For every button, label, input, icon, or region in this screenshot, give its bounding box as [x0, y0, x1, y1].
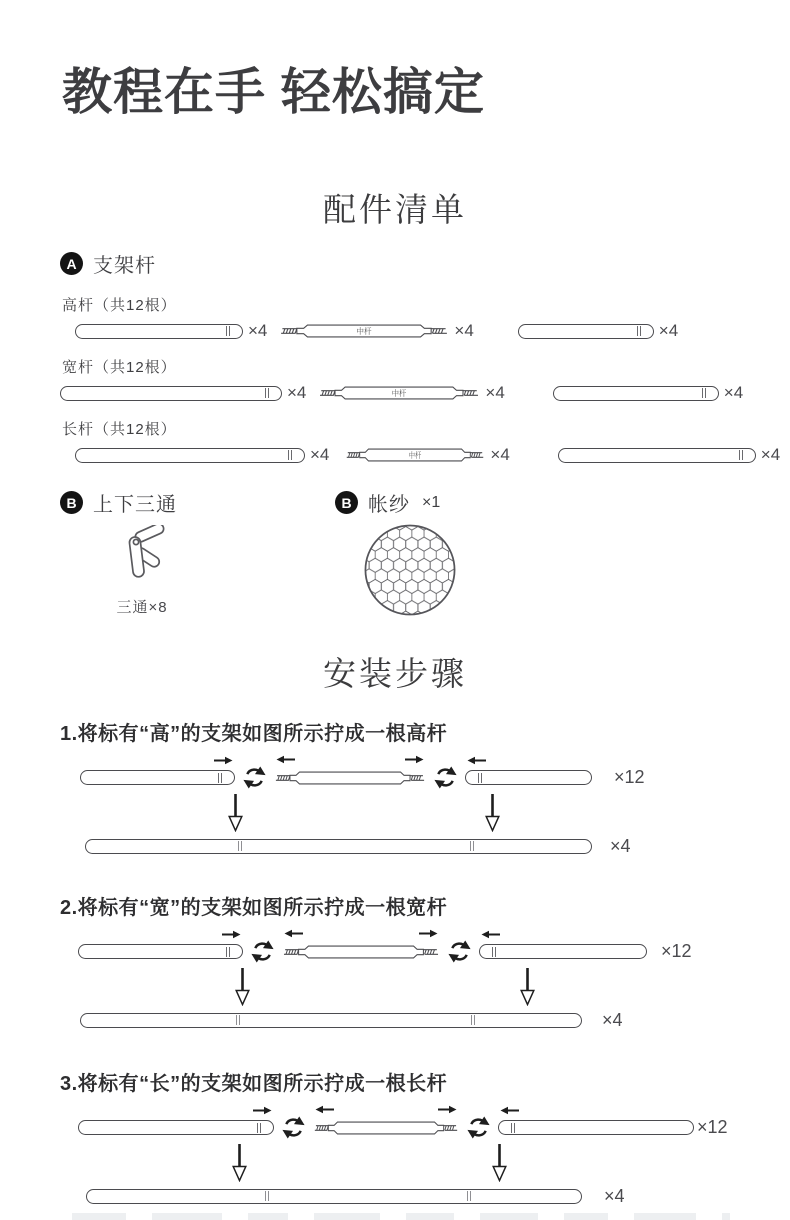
qty-label: ×4 — [658, 321, 679, 340]
net-illustration — [363, 523, 457, 622]
three-way-connector-icon — [110, 525, 176, 591]
down-arrow-icon — [520, 968, 535, 1006]
end-pole-illustration — [80, 770, 235, 785]
middle-pole-illustration — [279, 322, 449, 340]
badge-a: A — [60, 252, 83, 275]
joint-mark — [702, 388, 706, 398]
joint-mark — [218, 773, 222, 783]
rotate-arrows-icon — [281, 1114, 306, 1141]
long-pole-label: 长杆（共12根） — [62, 421, 177, 438]
step-1-text: 1.将标有“高”的支架如图所示拧成一根高杆 — [60, 723, 448, 745]
push-arrow-right-icon — [253, 1106, 272, 1115]
step-3-diagram — [60, 1096, 760, 1205]
push-arrow-right-icon — [419, 929, 438, 938]
net-qty: ×1 — [422, 493, 441, 511]
rotate-arrows-icon — [250, 938, 275, 965]
honeycomb-net-icon — [363, 523, 457, 617]
push-arrow-left-icon — [276, 755, 295, 764]
joint-mark — [236, 1015, 240, 1025]
connector-caption: 三通×8 — [116, 599, 168, 616]
end-pole-illustration — [498, 1120, 694, 1135]
end-pole-illustration — [60, 386, 282, 401]
step-2-result-row — [60, 1011, 760, 1029]
rotate-arrows-icon — [433, 764, 458, 791]
step-1-top-row — [60, 746, 760, 791]
down-arrow-icon — [485, 794, 500, 832]
page-title: 教程在手 轻松搞定 — [62, 64, 485, 120]
joint-mark — [265, 1191, 269, 1201]
step-1-diagram — [60, 746, 760, 855]
step-2-arrows-row — [60, 965, 760, 1011]
joint-mark — [257, 1123, 261, 1133]
end-pole-illustration — [518, 324, 654, 339]
badge-b: B — [60, 491, 83, 514]
qty-label: ×4 — [310, 445, 330, 464]
step-3-arrows-row — [60, 1141, 760, 1187]
middle-pole-with-arrows — [282, 943, 440, 961]
qty-label: ×4 — [490, 445, 510, 464]
joint-mark — [265, 388, 269, 398]
middle-pole-text: 中杆 — [392, 388, 407, 398]
qty-label: ×4 — [248, 321, 268, 340]
end-pole-illustration — [75, 448, 305, 463]
step-2-top-row — [60, 920, 760, 965]
b-section — [60, 488, 790, 622]
push-arrow-left-icon — [467, 756, 486, 765]
long-pole-row — [75, 446, 790, 464]
connector-title: 上下三通 — [93, 494, 177, 516]
tall-pole-label: 高杆（共12根） — [62, 297, 177, 314]
step-1-arrows-row — [60, 791, 760, 837]
qty-label: ×12 — [697, 1117, 728, 1137]
cropped-text-remnant — [72, 1213, 730, 1220]
assembled-pole-illustration — [80, 1013, 582, 1028]
push-arrow-right-icon — [222, 930, 241, 939]
step-1-result-row — [60, 837, 760, 855]
badge-b: B — [335, 491, 358, 514]
assembly-heading: 安装步骤 — [323, 655, 467, 692]
middle-pole-illustration — [313, 1119, 459, 1137]
push-arrow-right-icon — [214, 756, 233, 765]
joint-mark — [478, 773, 482, 783]
middle-pole-illustration — [274, 769, 426, 787]
end-pole-illustration — [558, 448, 756, 463]
push-arrow-left-icon — [284, 929, 303, 938]
push-arrow-right-icon — [438, 1105, 457, 1114]
pole-section-title: 支架杆 — [93, 255, 156, 277]
down-arrow-icon — [492, 1144, 507, 1182]
pole-with-arrow — [479, 944, 647, 959]
qty-label: ×4 — [760, 445, 781, 464]
pole-with-arrow — [498, 1120, 694, 1135]
middle-pole-illustration — [282, 943, 440, 961]
push-arrow-left-icon — [500, 1106, 519, 1115]
middle-pole-text: 中杆 — [356, 326, 373, 336]
down-arrow-icon — [232, 1144, 247, 1182]
rotate-arrows-icon — [447, 938, 472, 965]
connector-section — [60, 488, 295, 622]
down-arrow-icon — [235, 968, 250, 1006]
joint-mark — [471, 1015, 475, 1025]
joint-mark — [492, 947, 496, 957]
joint-mark — [470, 841, 474, 851]
pole-with-arrow — [465, 770, 592, 785]
end-pole-illustration — [75, 324, 243, 339]
end-pole-illustration — [479, 944, 647, 959]
pole-with-arrow — [78, 1120, 274, 1135]
qty-label: ×4 — [287, 383, 307, 402]
parts-list-heading: 配件清单 — [323, 191, 467, 228]
qty-label: ×4 — [485, 383, 505, 402]
qty-label: ×4 — [602, 1009, 623, 1030]
middle-pole-with-arrows — [313, 1119, 459, 1137]
rotate-arrows-icon — [242, 764, 267, 791]
net-header — [335, 488, 457, 517]
joint-mark — [511, 1123, 515, 1133]
step-3-result-row — [60, 1187, 760, 1205]
joint-mark — [238, 841, 242, 851]
net-title: 帐纱 — [368, 494, 410, 516]
step-3-text: 3.将标有“长”的支架如图所示拧成一根长杆 — [60, 1073, 448, 1095]
wide-pole-row — [60, 384, 790, 402]
push-arrow-left-icon — [315, 1105, 334, 1114]
push-arrow-right-icon — [405, 755, 424, 764]
down-arrow-icon — [228, 794, 243, 832]
qty-label: ×4 — [454, 321, 474, 340]
joint-mark — [739, 450, 743, 460]
middle-pole-with-arrows — [274, 769, 426, 787]
qty-label: ×4 — [604, 1185, 625, 1206]
pole-with-arrow — [78, 944, 243, 959]
joint-mark — [226, 326, 230, 336]
step-2-diagram — [60, 920, 760, 1029]
qty-label: ×12 — [614, 767, 645, 787]
end-pole-illustration — [465, 770, 592, 785]
joint-mark — [288, 450, 292, 460]
middle-pole-text: 中杆 — [409, 450, 422, 461]
qty-label: ×4 — [610, 835, 631, 856]
end-pole-illustration — [78, 1120, 274, 1135]
joint-mark — [467, 1191, 471, 1201]
middle-pole-illustration — [345, 446, 485, 464]
three-way-connector-illustration — [110, 525, 295, 596]
end-pole-illustration — [553, 386, 719, 401]
middle-pole-illustration — [318, 384, 480, 402]
step-2-text: 2.将标有“宽”的支架如图所示拧成一根宽杆 — [60, 897, 448, 919]
net-section — [335, 488, 457, 622]
joint-mark — [226, 947, 230, 957]
qty-label: ×4 — [723, 383, 744, 402]
wide-pole-label: 宽杆（共12根） — [62, 359, 177, 376]
connector-header — [60, 488, 295, 517]
push-arrow-left-icon — [481, 930, 500, 939]
joint-mark — [637, 326, 641, 336]
pole-section-header — [60, 249, 790, 278]
assembled-pole-illustration — [85, 839, 592, 854]
end-pole-illustration — [78, 944, 243, 959]
pole-with-arrow — [80, 770, 235, 785]
assembled-pole-illustration — [86, 1189, 582, 1204]
qty-label: ×12 — [661, 941, 692, 961]
step-3-top-row — [60, 1096, 760, 1141]
rotate-arrows-icon — [466, 1114, 491, 1141]
tall-pole-row — [75, 322, 790, 340]
